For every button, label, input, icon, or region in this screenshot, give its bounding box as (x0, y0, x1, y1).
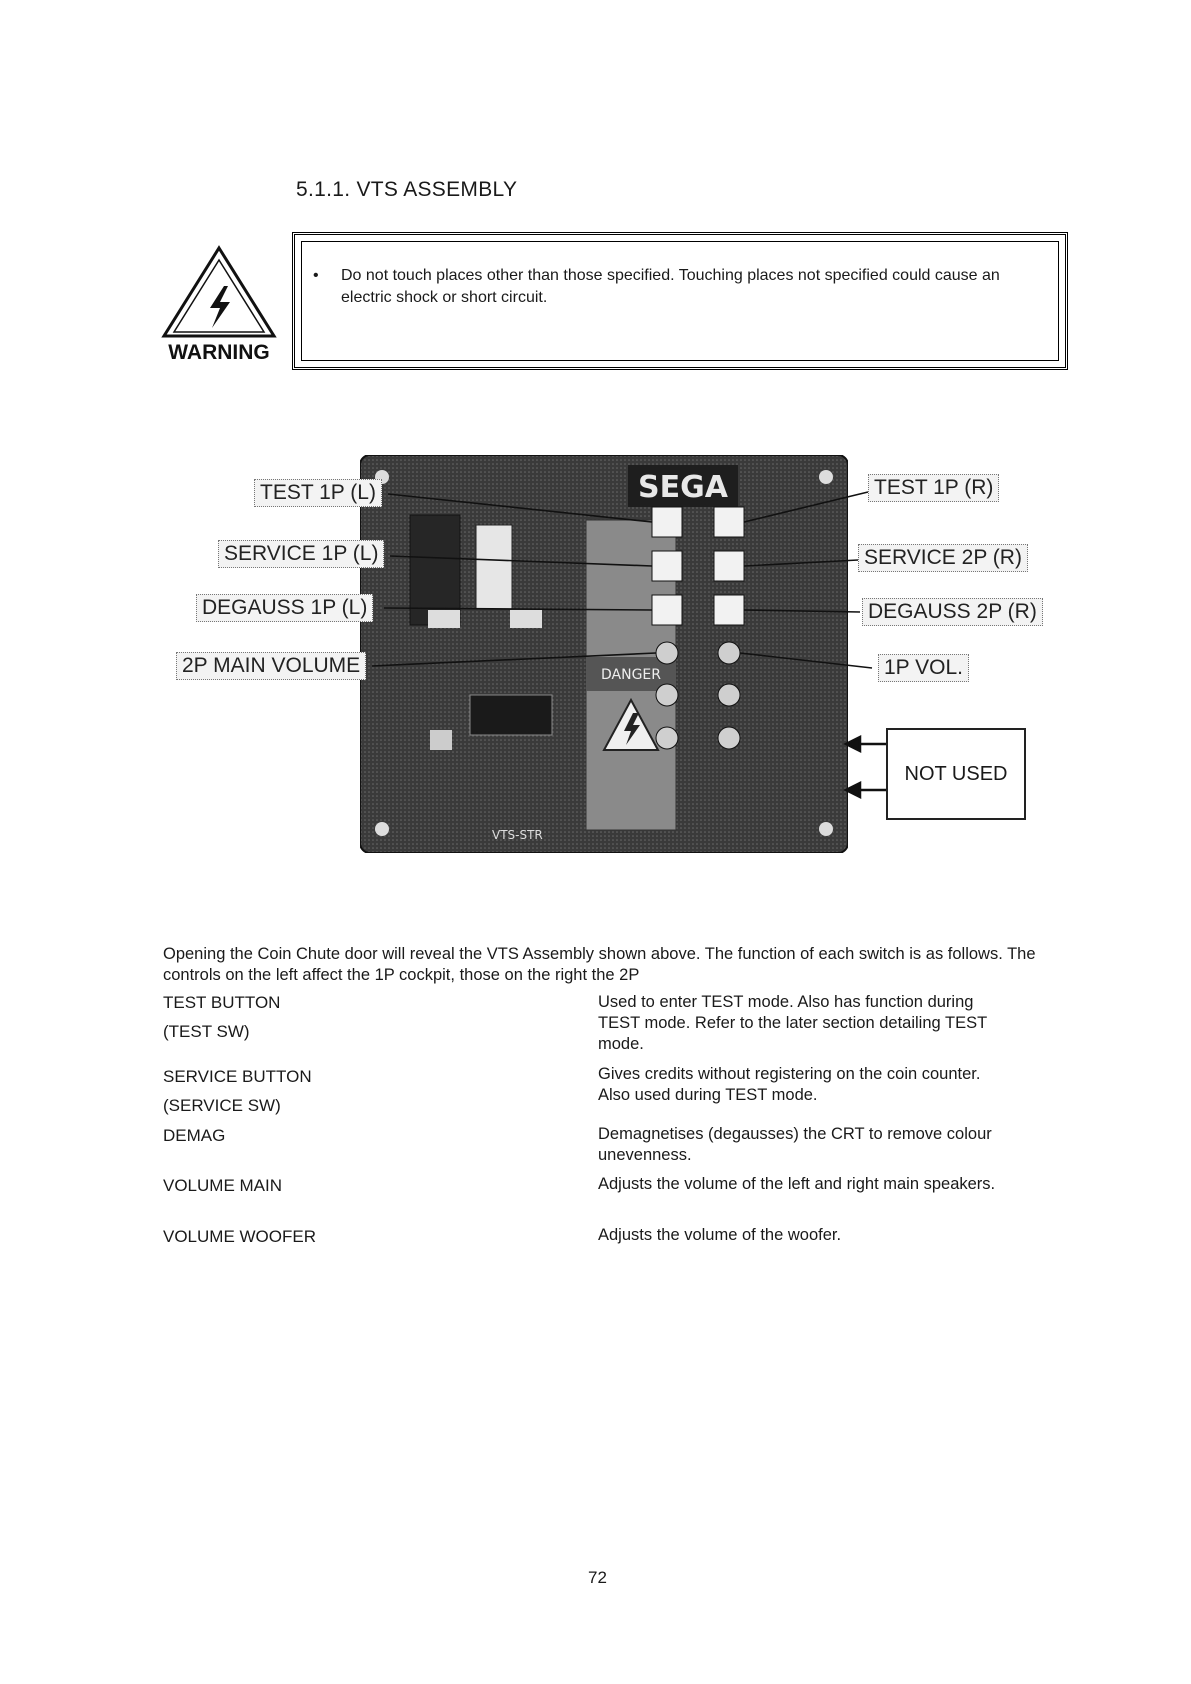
warning-text: Do not touch places other than those specified. Touching places not specified could cause an electric shock or short circuit. (341, 267, 1000, 306)
page-number: 72 (588, 1568, 607, 1587)
component (430, 730, 452, 750)
dip-switch (510, 610, 542, 628)
not-used-label: NOT USED (886, 728, 1026, 820)
sega-logo: SEGA (638, 470, 728, 505)
pot-unused (656, 684, 678, 706)
function-name-line: (SERVICE SW) (163, 1096, 281, 1115)
arrow-left-icon (846, 783, 860, 797)
function-name-line: DEMAG (163, 1126, 226, 1145)
switch-service-l (652, 551, 682, 581)
function-name-line: (TEST SW) (163, 1022, 250, 1041)
function-name (163, 1171, 282, 1200)
board-model-label: VTS-STR (492, 828, 543, 842)
mount-hole (819, 470, 833, 484)
switch-degauss-r (714, 595, 744, 625)
connector-header (470, 695, 552, 735)
warning-message (313, 265, 1033, 309)
callout-1p-vol: 1P VOL. (878, 654, 969, 682)
switch-test-r (714, 507, 744, 537)
intro-paragraph: Opening the Coin Chute door will reveal the VTS Assembly shown above. The function of each switch is as follows. The controls on the left affect the 1P cockpit, those on the right the 2P (163, 945, 1036, 984)
switch-degauss-l (652, 595, 682, 625)
function-name (163, 1222, 316, 1251)
mount-hole (375, 822, 389, 836)
arrow-left-icon (846, 737, 860, 751)
warning-box (292, 232, 1068, 370)
danger-label: DANGER (600, 667, 662, 683)
pot-unused (718, 684, 740, 706)
electric-warning-icon (158, 244, 280, 364)
pot-unused (656, 727, 678, 749)
callout-degauss-2p-r: DEGAUSS 2P (R) (862, 598, 1043, 626)
warning-label: WARNING (168, 341, 270, 364)
pot-1p-volume (718, 642, 740, 664)
function-desc: Adjusts the volume of the woofer. (598, 1226, 842, 1244)
section-heading: 5.1.1. VTS ASSEMBLY (296, 178, 518, 201)
bullet-marker: • (313, 267, 319, 284)
component-bank (410, 515, 460, 625)
mount-hole (819, 822, 833, 836)
callout-test-1p-l: TEST 1P (L) (254, 479, 382, 507)
function-name (163, 988, 280, 1046)
function-name-line: TEST BUTTON (163, 993, 281, 1012)
function-desc: Demagnetises (degausses) the CRT to remove colour unevenness. (598, 1125, 992, 1164)
function-name (163, 1062, 312, 1120)
switch-service-r (714, 551, 744, 581)
dip-switch (428, 610, 460, 628)
callout-service-2p-r: SERVICE 2P (R) (858, 544, 1028, 572)
vts-board-photo (360, 455, 848, 853)
function-desc: Used to enter TEST mode. Also has function during TEST mode. Refer to the later section detailing TEST mode. (598, 993, 987, 1053)
ic-chip (476, 525, 512, 609)
function-name-line: VOLUME WOOFER (163, 1227, 317, 1246)
function-name-line: VOLUME MAIN (163, 1176, 283, 1195)
switch-test-l (652, 507, 682, 537)
callout-2p-main-volume: 2P MAIN VOLUME (176, 652, 366, 680)
callout-test-1p-r: TEST 1P (R) (868, 474, 999, 502)
function-name (163, 1121, 225, 1150)
function-desc: Adjusts the volume of the left and right main speakers. (598, 1175, 996, 1193)
pot-2p-main-volume (656, 642, 678, 664)
pot-unused (718, 727, 740, 749)
function-desc: Gives credits without registering on the coin counter. Also used during TEST mode. (598, 1065, 981, 1104)
callout-degauss-1p-l: DEGAUSS 1P (L) (196, 594, 373, 622)
callout-service-1p-l: SERVICE 1P (L) (218, 540, 384, 568)
function-name-line: SERVICE BUTTON (163, 1067, 312, 1086)
